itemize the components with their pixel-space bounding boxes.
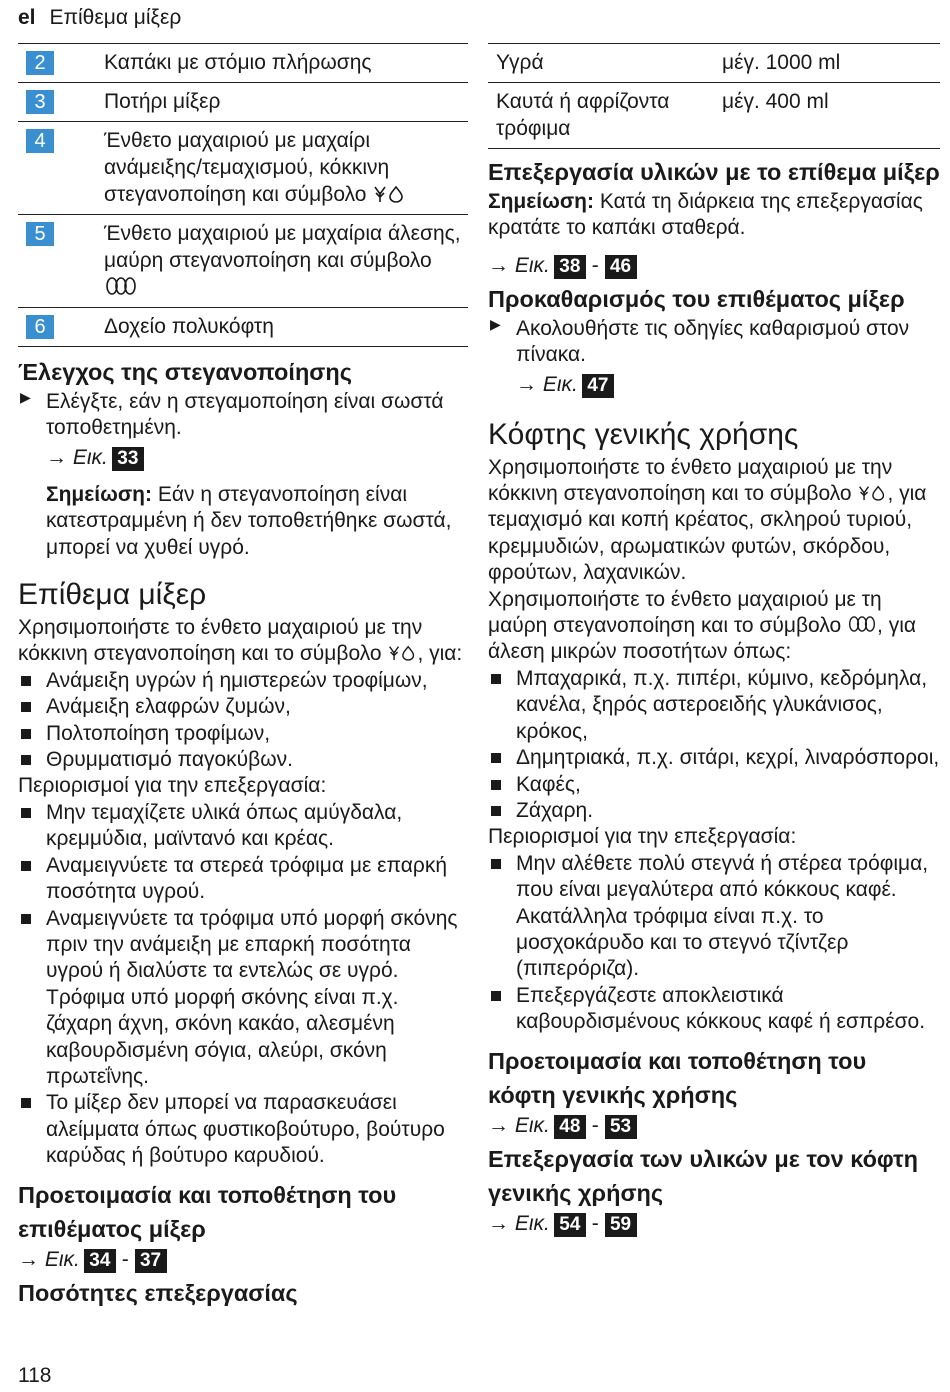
note [18,482,468,561]
herb-onion-icon [372,183,406,203]
page-header [18,6,181,30]
restrictions-list [18,800,468,1170]
intro-text: Χρησιμοποιήστε το ένθετο μαχαιριού με την κόκκινη στεγανοποίηση και το σύμβολο [18,616,423,666]
quantity-value: μέγ. 400 ml [714,83,940,149]
figure-reference [488,1112,940,1140]
part-description: Δοχείο πολυκόφτη [104,315,274,338]
figure-number: 46 [605,255,637,279]
section-heading: Ποσότητες επεξεργασίας [18,1279,298,1306]
figure-number: 38 [554,255,586,279]
list-item: Αναμειγνύετε τα τρόφιμα υπό μορφή σκόνης πριν την ανάμειξη με επαρκή ποσότητα υγρού ή διαλύστε τα εντελώς σε υγρό. Τρόφιμα υπό μορφή σκόνης είναι π.χ. ζάχαρη άχνη, σκόνη κακάο, αλεσμένη καβουρδισμένη σόγια, αλεύρι, σκόνη πρωτεΐνης. [18,906,468,1091]
section-heading: Έλεγχος της στεγανοποίησης [18,359,352,385]
intro-end-text: , για τεμαχισμό και κοπή κρέατος, σκληρού τυριού, κρεμμυδιών, αρωματικών φυτών, σκόρδου, φρούτων, λαχανικών. [488,482,927,585]
part-description: Ποτήρι μίξερ [104,90,221,113]
quantity-label: Καυτά ή αφρίζοντα τρόφιμα [488,83,714,149]
list-item: Ζάχαρη. [488,798,940,824]
table-row [18,122,468,215]
table-row [18,215,468,308]
figure-reference [18,1246,468,1274]
figure-number: 59 [605,1213,637,1237]
part-number-badge: 6 [26,315,54,339]
section-heading: Προκαθαρισμός του επιθέματος μίξερ [488,285,905,312]
restrictions-heading: Περιορισμοί για την επεξεργασία: [18,774,327,798]
table-row [488,83,940,149]
grain-icon [847,614,877,634]
intro-text: Χρησιμοποιήστε το ένθετο μαχαιριού με τη μαύρη στεγανοποίηση και το σύμβολο [488,587,882,638]
step-text: Ακολουθήστε τις οδηγίες καθαρισμού στον πίνακα. [516,316,910,367]
table-row [18,83,468,122]
restrictions-list [488,851,940,1036]
section-title: Κόφτης γενικής χρήσης [488,417,799,451]
section-heading: Προετοιμασία και τοποθέτηση του επιθέματος μίξερ [18,1181,397,1242]
figure-number: 37 [135,1249,167,1273]
figure-reference [488,252,940,280]
intro-text: Χρησιμοποιήστε το ένθετο μαχαιριού με την κόκκινη στεγανοποίηση και το σύμβολο [488,455,893,506]
part-number-badge: 4 [26,129,54,153]
list-item: Επεξεργάζεστε αποκλειστικά καβουρδισμένους κόκκους καφέ ή εσπρέσο. [488,983,940,1036]
header-title: Επίθεμα μίξερ [49,6,182,29]
section-heading: Επεξεργασία υλικών με το επίθεμα μίξερ [488,159,940,185]
range-separator: - [591,1113,599,1137]
page-number: 118 [18,1364,52,1387]
language-code: el [18,6,36,29]
figure-number: 48 [554,1115,586,1139]
list-item: Δημητριακά, π.χ. σιτάρι, κεχρί, λιναρόσποροι, [488,745,940,771]
figure-reference [46,444,468,472]
instruction-step [18,389,468,472]
restrictions-heading: Περιορισμοί για την επεξεργασία: [488,825,797,849]
part-number-badge: 2 [26,51,54,75]
list-item: Πολτοποίηση τροφίμων, [18,721,468,747]
figure-prefix: → Εικ. [46,445,108,469]
note-label: Σημείωση: [46,482,153,506]
quantities-table [488,43,940,149]
list-item: Το μίξερ δεν μπορεί να παρασκευάσει αλείμματα όπως φυστικοβούτυρο, βούτυρο καρύδας ή βούτυρο καρυδιού. [18,1090,468,1169]
section-heading: Επεξεργασία των υλικών με τον κόφτη γενικής χρήσης [488,1145,918,1206]
part-number-badge: 5 [26,222,54,246]
table-row [18,44,468,83]
figure-prefix: → Εικ. [516,372,578,396]
left-column [18,43,468,1310]
part-description: Ένθετο μαχαιριού με μαχαίρια άλεσης, μαύρη στεγανοποίηση και σύμβολο [104,222,461,272]
range-separator: - [591,253,599,277]
parts-table [18,43,468,347]
figure-prefix: → Εικ. [18,1247,80,1271]
part-number-badge: 3 [26,90,54,114]
figure-number: 33 [112,447,144,471]
range-separator: - [121,1247,129,1271]
paragraph [488,587,940,666]
figure-number: 53 [605,1115,637,1139]
figure-reference [488,1210,940,1238]
list-item: Ανάμειξη ελαφρών ζυμών, [18,694,468,720]
figure-prefix: → Εικ. [488,253,550,277]
note-text: Εάν η στεγανοποίηση είναι κατεστραμμένη ή δεν τοποθετήθηκε σωστά, μπορεί να χυθεί υγρό. [46,482,452,559]
section-title: Επίθεμα μίξερ [18,578,207,612]
figure-reference [516,371,940,399]
uses-list [18,668,468,774]
paragraph [488,455,940,587]
figure-number: 34 [84,1249,116,1273]
note [488,189,940,242]
herb-onion-icon [387,642,417,662]
list-item: Μην αλέθετε πολύ στεγνά ή στέρεα τρόφιμα, που είναι μεγαλύτερα από κόκκους καφέ. Ακατάλληλα τρόφιμα είναι π.χ. το μοσχοκάρυδο και το στεγνό τζίντζερ (πιπερόριζα). [488,851,940,983]
table-row [18,308,468,347]
part-description: Ένθετο μαχαιριού με μαχαίρι ανάμειξης/τεμαχισμού, κόκκινη στεγανοποίηση και σύμβολο [104,129,390,206]
part-description: Καπάκι με στόμιο πλήρωσης [104,51,372,74]
quantity-label: Υγρά [488,44,714,83]
range-separator: - [591,1211,599,1235]
right-column [488,43,940,1238]
list-item: Ανάμειξη υγρών ή ημιστερεών τροφίμων, [18,668,468,694]
grind-items-list [488,666,940,824]
instruction-step [488,316,940,399]
note-text: Κατά τη διάρκεια της επεξεργασίας κρατάτε το καπάκι σταθερά. [488,190,923,240]
note-label: Σημείωση: [488,190,595,213]
list-item: Αναμειγνύετε τα στερεά τρόφιμα με επαρκή ποσότητα υγρού. [18,853,468,906]
figure-prefix: → Εικ. [488,1211,550,1235]
list-item: Καφές, [488,772,940,798]
figure-prefix: → Εικ. [488,1113,550,1137]
step-text: Ελέγξτε, εάν η στεγαμοποίηση είναι σωστά τοποθετημένη. [46,390,444,440]
table-row [488,44,940,83]
triangle-bullet-icon: ▶ [490,315,501,332]
grain-icon [104,276,138,296]
list-item: Μην τεμαχίζετε υλικά όπως αμύγδαλα, κρεμμύδια, μαϊντανό και κρέας. [18,800,468,853]
list-item: Θρυμματισμό παγοκύβων. [18,747,468,773]
figure-number: 54 [554,1213,586,1237]
paragraph [18,615,468,668]
list-item: Μπαχαρικά, π.χ. πιπέρι, κύμινο, κεδρόμηλα, κανέλα, ξηρός αστεροειδής γλυκάνισος, κρόκος, [488,666,940,745]
triangle-bullet-icon: ▶ [20,389,31,405]
section-heading: Προετοιμασία και τοποθέτηση του κόφτη γενικής χρήσης [488,1047,867,1108]
intro-end-text: , για: [417,642,463,666]
intro-end-text: , για άλεση μικρών ποσοτήτων όπως: [488,614,917,664]
herb-onion-icon [857,482,887,502]
quantity-value: μέγ. 1000 ml [714,44,940,83]
figure-number: 47 [582,374,614,398]
